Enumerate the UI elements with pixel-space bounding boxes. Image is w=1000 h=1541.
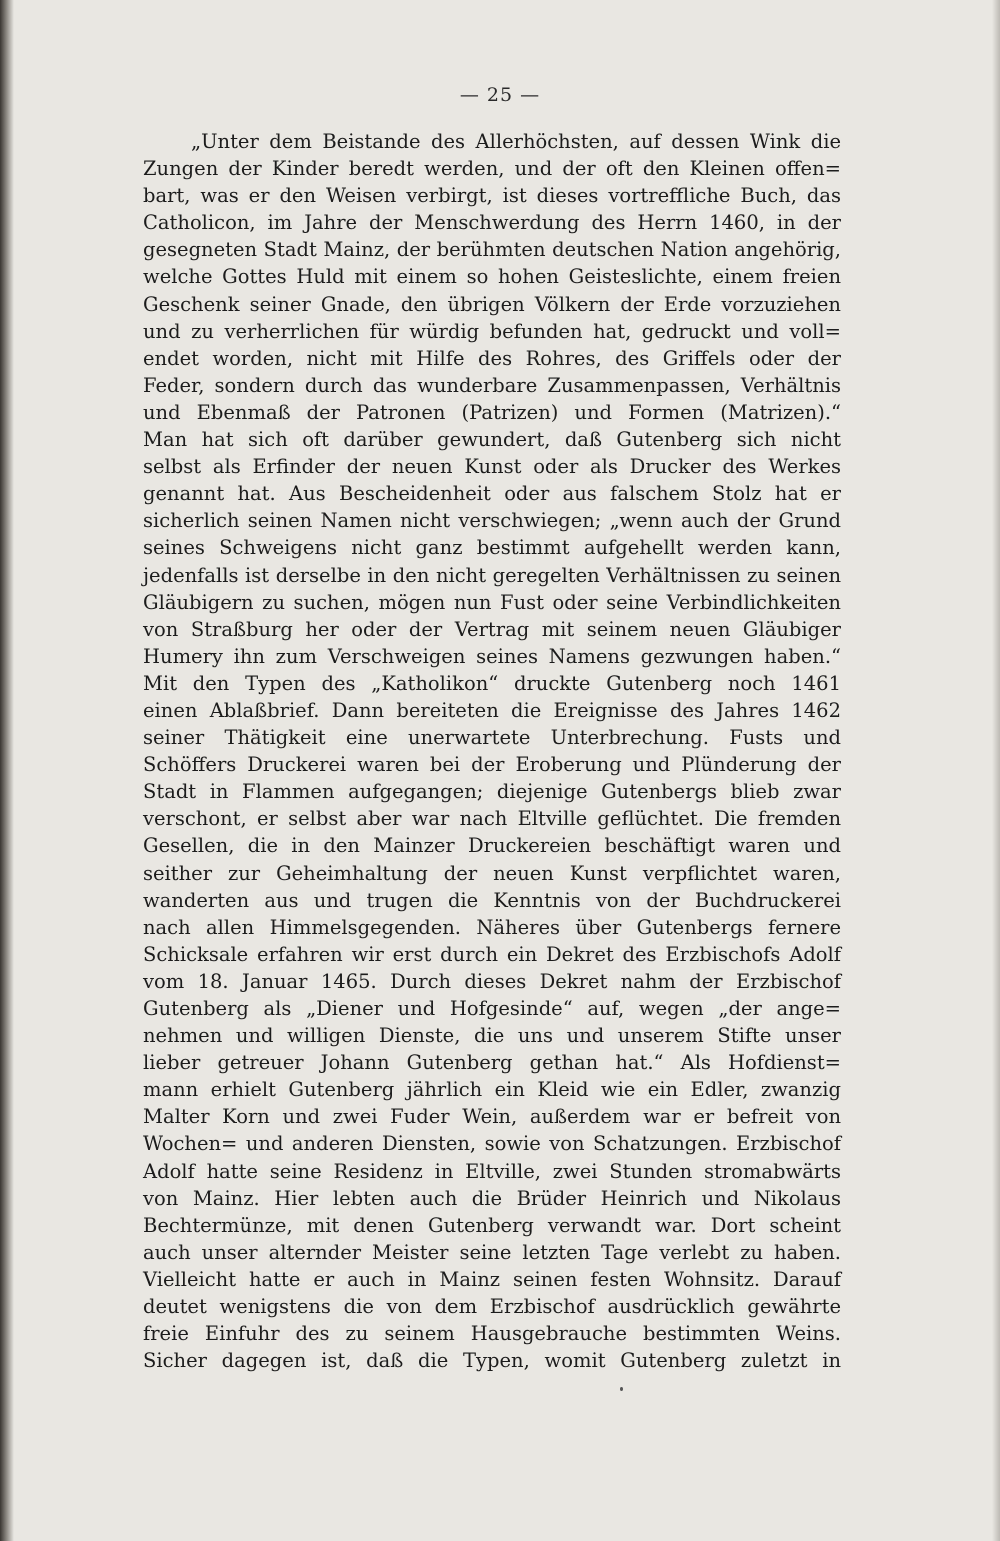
- text-line: Malter Korn und zwei Fuder Wein, außerdem war er befreit von: [143, 1105, 841, 1129]
- text-line: Schöffers Druckerei waren bei der Eroberung und Plünderung der: [143, 753, 841, 777]
- text-line: freie Einfuhr des zu seinem Hausgebrauche bestimmten Weins.: [143, 1322, 841, 1346]
- text-line: Humery ihn zum Verschweigen seines Namens gezwungen haben.“: [143, 644, 841, 668]
- text-line: und Ebenmaß der Patronen (Patrizen) und Formen (Matrizen).“: [143, 400, 841, 424]
- text-line: Man hat sich oft darüber gewundert, daß Gutenberg sich nicht: [143, 428, 841, 452]
- text-line: einen Ablaßbrief. Dann bereiteten die Ereignisse des Jahres 1462: [143, 698, 841, 722]
- text-line: Gesellen, die in den Mainzer Druckereien beschäftigt waren und: [143, 834, 841, 858]
- text-line: nehmen und willigen Dienste, die uns und unserem Stifte unser: [143, 1024, 841, 1048]
- scan-speck: [620, 1387, 623, 1391]
- text-line: und zu verherrlichen für würdig befunden hat, gedruckt und voll=: [143, 319, 841, 343]
- text-line: Zungen der Kinder beredt werden, und der oft den Kleinen offen=: [143, 157, 841, 181]
- text-line: sicherlich seinen Namen nicht verschwiegen; „wenn auch der Grund: [143, 509, 841, 533]
- text-line: Mit den Typen des „Katholikon“ druckte Gutenberg noch 1461: [143, 671, 841, 695]
- text-line: Stadt in Flammen aufgegangen; diejenige Gutenbergs blieb zwar: [143, 780, 841, 804]
- text-line: von Straßburg her oder der Vertrag mit seinem neuen Gläubiger: [143, 617, 841, 641]
- text-line: Gutenberg als „Diener und Hofgesinde“ auf, wegen „der ange=: [143, 997, 841, 1020]
- text-line: Wochen= und anderen Diensten, sowie von Schatzungen. Erzbischof: [143, 1132, 841, 1156]
- text-line: verschont, er selbst aber war nach Eltville geflüchtet. Die fremden: [143, 807, 841, 831]
- text-line: seiner Thätigkeit eine unerwartete Unterbrechung. Fusts und: [143, 726, 841, 750]
- text-line: Sicher dagegen ist, daß die Typen, womit Gutenberg zuletzt in: [143, 1349, 841, 1373]
- text-line: welche Gottes Huld mit einem so hohen Geisteslichte, einem freien: [143, 265, 841, 289]
- text-line: deutet wenigstens die von dem Erzbischof ausdrücklich gewährte: [143, 1295, 841, 1319]
- text-line: Gläubigern zu suchen, mögen nun Fust oder seine Verbindlichkeiten: [143, 590, 841, 614]
- text-line: Geschenk seiner Gnade, den übrigen Völkern der Erde vorzuziehen: [143, 292, 841, 316]
- text-line: „Unter dem Beistande des Allerhöchsten, auf dessen Wink die: [191, 130, 841, 153]
- text-line: genannt hat. Aus Bescheidenheit oder aus falschem Stolz hat er: [143, 482, 841, 506]
- text-line: Feder, sondern durch das wunderbare Zusammenpassen, Verhältnis: [143, 373, 841, 397]
- text-line: vom 18. Januar 1465. Durch dieses Dekret nahm der Erzbischof: [143, 969, 841, 993]
- body-text: [143, 128, 841, 1374]
- text-line: auch unser alternder Meister seine letzten Tage verlebt zu haben.: [143, 1240, 841, 1264]
- text-line: von Mainz. Hier lebten auch die Brüder Heinrich und Nikolaus: [143, 1186, 841, 1210]
- text-line: endet worden, nicht mit Hilfe des Rohres, des Griffels oder der: [143, 346, 841, 370]
- text-line: jedenfalls ist derselbe in den nicht geregelten Verhältnissen zu seinen: [143, 563, 841, 587]
- text-line: Schicksale erfahren wir erst durch ein Dekret des Erzbischofs Adolf: [143, 942, 841, 966]
- text-line: Bechtermünze, mit denen Gutenberg verwandt war. Dort scheint: [143, 1213, 841, 1237]
- text-line: wanderten aus und trugen die Kenntnis von der Buchdruckerei: [143, 888, 841, 912]
- text-line: nach allen Himmelsgegenden. Näheres über Gutenbergs fernere: [143, 915, 841, 939]
- text-line: seines Schweigens nicht ganz bestimmt aufgehellt werden kann,: [143, 536, 841, 560]
- text-line: selbst als Erfinder der neuen Kunst oder als Drucker des Werkes: [143, 455, 841, 479]
- page-number: — 25 —: [459, 84, 541, 106]
- text-line: bart, was er den Weisen verbirgt, ist dieses vortreffliche Buch, das: [143, 184, 841, 208]
- text-line: lieber getreuer Johann Gutenberg gethan hat.“ Als Hofdienst=: [143, 1051, 841, 1075]
- text-line: Catholicon, im Jahre der Menschwerdung des Herrn 1460, in der: [143, 211, 841, 235]
- text-line: seither zur Geheimhaltung der neuen Kunst verpflichtet waren,: [143, 861, 841, 885]
- text-line: mann erhielt Gutenberg jährlich ein Kleid wie ein Edler, zwanzig: [143, 1078, 841, 1102]
- text-line: Vielleicht hatte er auch in Mainz seinen festen Wohnsitz. Darauf: [143, 1267, 841, 1291]
- text-line: Adolf hatte seine Residenz in Eltville, zwei Stunden stromabwärts: [143, 1159, 841, 1183]
- text-line: gesegneten Stadt Mainz, der berühmten deutschen Nation angehörig,: [143, 238, 841, 262]
